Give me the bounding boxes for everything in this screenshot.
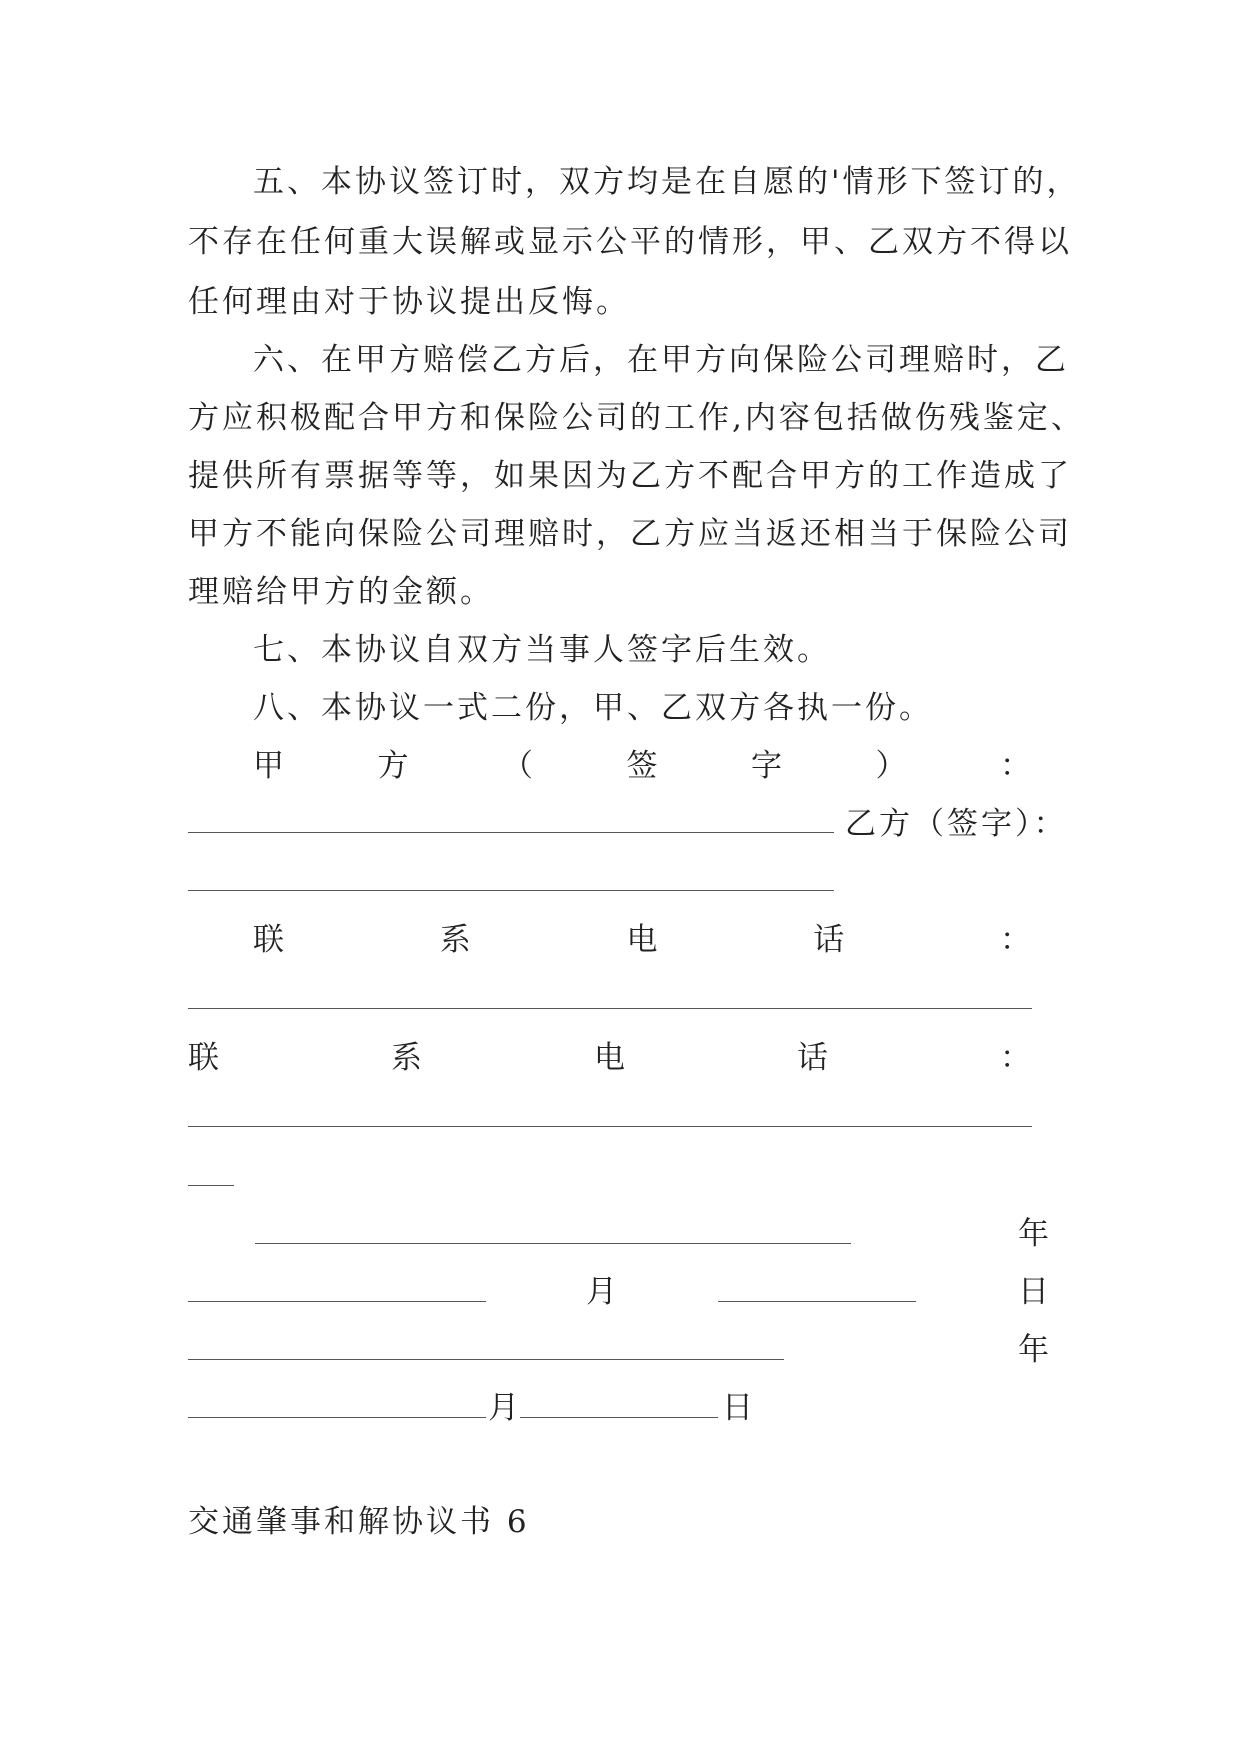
paragraph-5-line-1: 五、本协议签订时，双方均是在自愿的'情形下签订的， (253, 164, 1081, 200)
paragraph-8: 八、本协议一式二份，甲、乙双方各执一份。 (253, 690, 933, 726)
paragraph-5-line-3: 任何理由对于协议提出反悔。 (188, 284, 630, 320)
paragraph-6-line-5: 理赔给甲方的金额。 (188, 574, 494, 610)
paragraph-6-line-1: 六、在甲方赔偿乙方后，在甲方向保险公司理赔时，乙 (253, 342, 1069, 378)
paragraph-7: 七、本协议自双方当事人签字后生效。 (253, 632, 831, 668)
date-a-month-line[interactable] (188, 1301, 486, 1302)
date-a-year-label: 年 (1018, 1216, 1052, 1252)
party-a-signature-label: 甲 方 （ 签 字 ） ： (253, 748, 1031, 784)
phone-b-label: 联 系 电 话 ： (188, 1040, 1031, 1076)
date-a-month-label: 月 (586, 1274, 620, 1310)
date-a-year-line[interactable] (255, 1243, 851, 1244)
party-b-signature-line[interactable] (188, 890, 834, 891)
date-b-year-line[interactable] (188, 1359, 784, 1360)
paragraph-6-line-2: 方应积极配合甲方和保险公司的工作,内容包括做伤残鉴定、 (188, 400, 1085, 436)
date-b-month-label: 月 (488, 1390, 522, 1426)
date-a-day-label: 日 (1018, 1274, 1052, 1310)
date-b-month-line[interactable] (188, 1417, 486, 1418)
party-a-signature-line[interactable] (188, 832, 834, 833)
next-document-title: 交通肇事和解协议书 6 (188, 1504, 530, 1540)
date-b-year-label: 年 (1018, 1332, 1052, 1368)
paragraph-6-line-4: 甲方不能向保险公司理赔时，乙方应当返还相当于保险公司 (188, 516, 1072, 552)
date-b-day-line[interactable] (520, 1417, 718, 1418)
paragraph-6-line-3: 提供所有票据等等，如果因为乙方不配合甲方的工作造成了 (188, 458, 1072, 494)
paragraph-5-line-2: 不存在任何重大误解或显示公平的情形，甲、乙双方不得以 (188, 224, 1072, 260)
date-a-day-line[interactable] (718, 1301, 916, 1302)
date-b-day-label: 日 (722, 1390, 756, 1426)
phone-a-line[interactable] (188, 1008, 1032, 1009)
party-b-signature-label: 乙方（签字）： (845, 806, 1068, 842)
phone-b-line-continued[interactable] (188, 1185, 234, 1186)
phone-a-label: 联 系 电 话 ： (253, 922, 1031, 958)
phone-b-line[interactable] (188, 1126, 1032, 1127)
